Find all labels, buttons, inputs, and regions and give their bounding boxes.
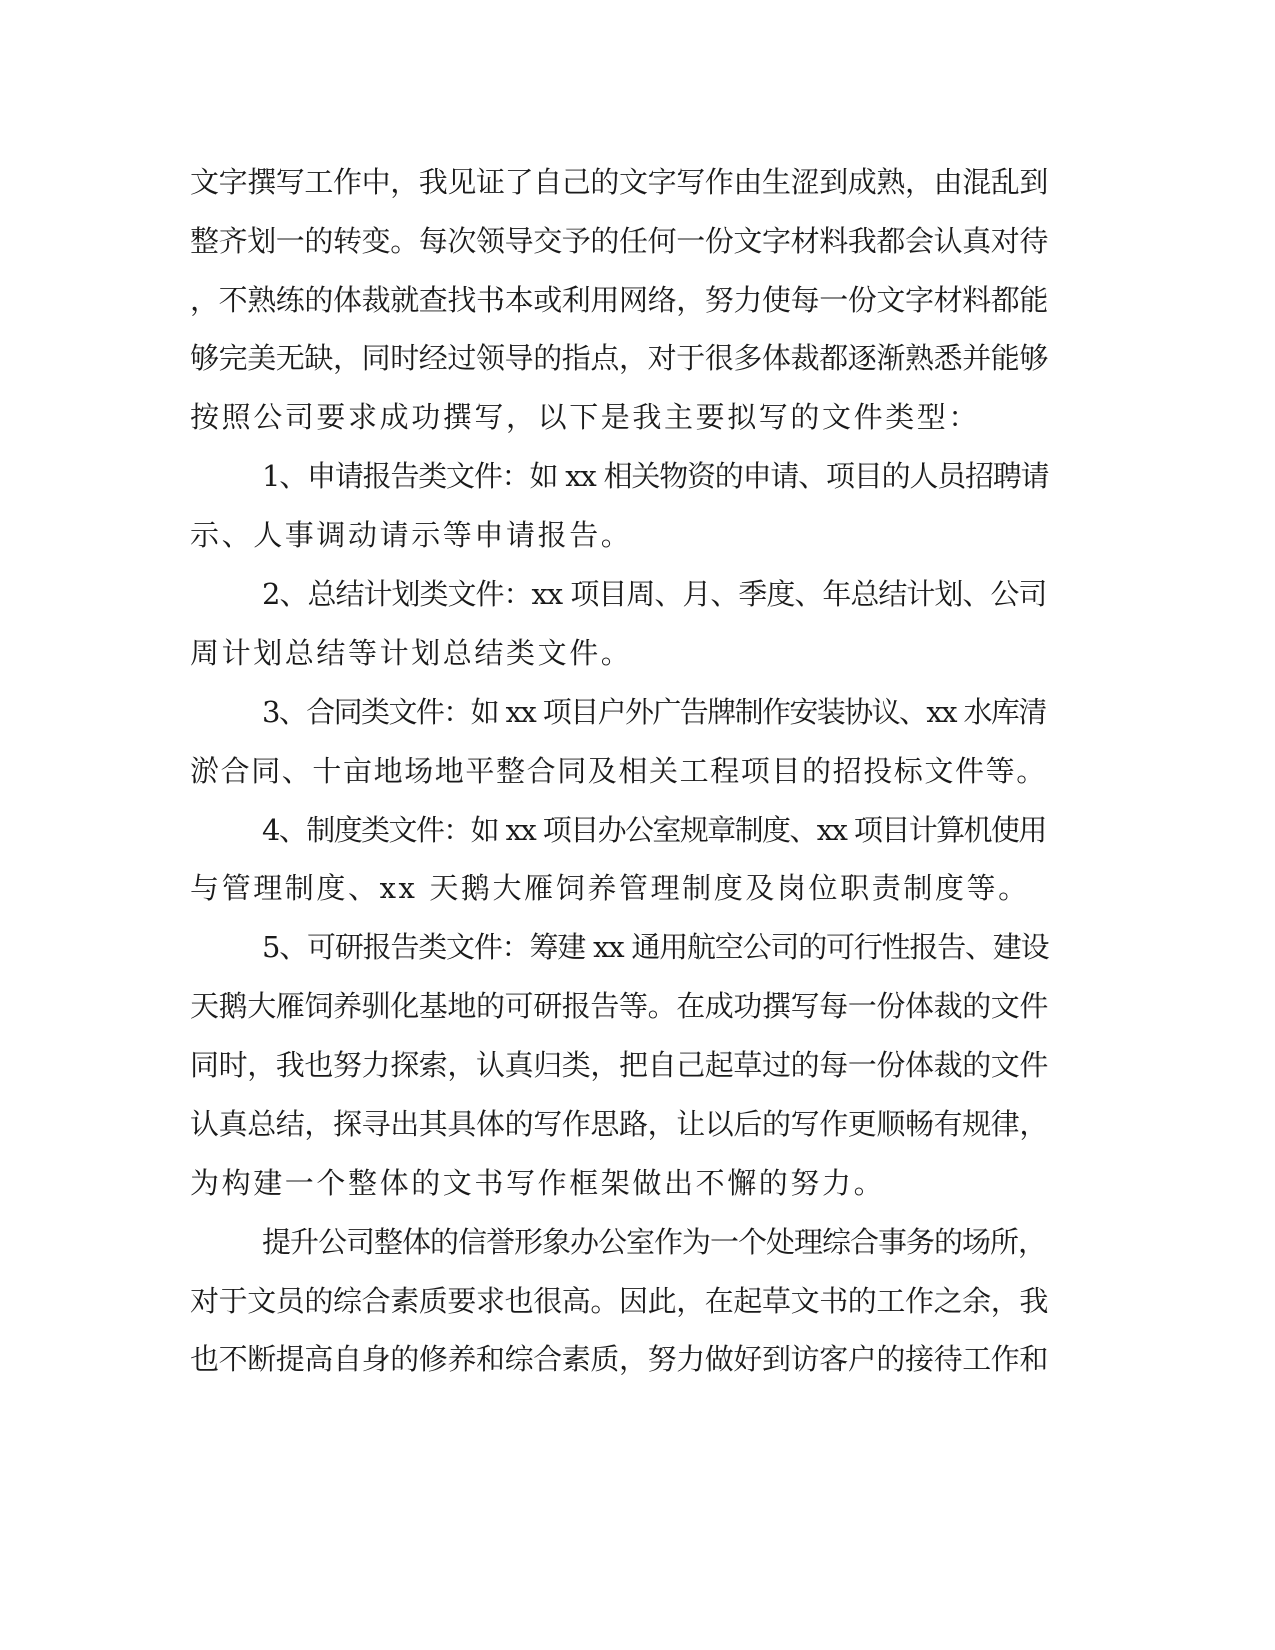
- text-line: 2、总结计划类文件：xx 项目周、月、季度、年总结计划、公司: [262, 577, 1047, 611]
- text-line: 淤合同、十亩地场地平整合同及相关工程项目的招投标文件等。: [190, 754, 1047, 788]
- text-line: 对于文员的综合素质要求也很高。因此，在起草文书的工作之余，我: [190, 1284, 1049, 1318]
- text-line: 1、申请报告类文件：如 xx 相关物资的申请、项目的人员招聘请: [262, 459, 1049, 493]
- text-line: ，不熟练的体裁就查找书本或利用网络，努力使每一份文字材料都能: [190, 283, 1049, 317]
- text-line: 与管理制度、xx 天鹅大雁饲养管理制度及岗位职责制度等。: [190, 871, 1030, 905]
- text-line: 5、可研报告类文件：筹建 xx 通用航空公司的可行性报告、建设: [262, 930, 1049, 964]
- text-line: 认真总结，探寻出其具体的写作思路，让以后的写作更顺畅有规律，: [190, 1107, 1049, 1141]
- text-line: 整齐划一的转变。每次领导交予的任何一份文字材料我都会认真对待: [190, 224, 1049, 258]
- text-line: 4、制度类文件：如 xx 项目办公室规章制度、xx 项目计算机使用: [262, 813, 1046, 847]
- text-line: 天鹅大雁饲养驯化基地的可研报告等。在成功撰写每一份体裁的文件: [190, 989, 1049, 1023]
- text-line: 为构建一个整体的文书写作框架做出不懈的努力。: [190, 1166, 886, 1200]
- text-line: 也不断提高自身的修养和综合素质，努力做好到访客户的接待工作和: [190, 1342, 1049, 1376]
- text-line: 周计划总结等计划总结类文件。: [190, 636, 633, 670]
- text-line: 文字撰写工作中，我见证了自己的文字写作由生涩到成熟，由混乱到: [190, 165, 1049, 199]
- text-line: 够完美无缺，同时经过领导的指点，对于很多体裁都逐渐熟悉并能够: [190, 341, 1049, 375]
- text-line: 提升公司整体的信誉形象办公室作为一个处理综合事务的场所，: [262, 1225, 1047, 1259]
- text-line: 示、人事调动请示等申请报告。: [190, 518, 633, 552]
- text-line: 按照公司要求成功撰写，以下是我主要拟写的文件类型：: [190, 400, 981, 434]
- text-line: 同时，我也努力探索，认真归类，把自己起草过的每一份体裁的文件: [190, 1048, 1049, 1082]
- text-line: 3、合同类文件：如 xx 项目户外广告牌制作安装协议、xx 水库清: [262, 695, 1046, 729]
